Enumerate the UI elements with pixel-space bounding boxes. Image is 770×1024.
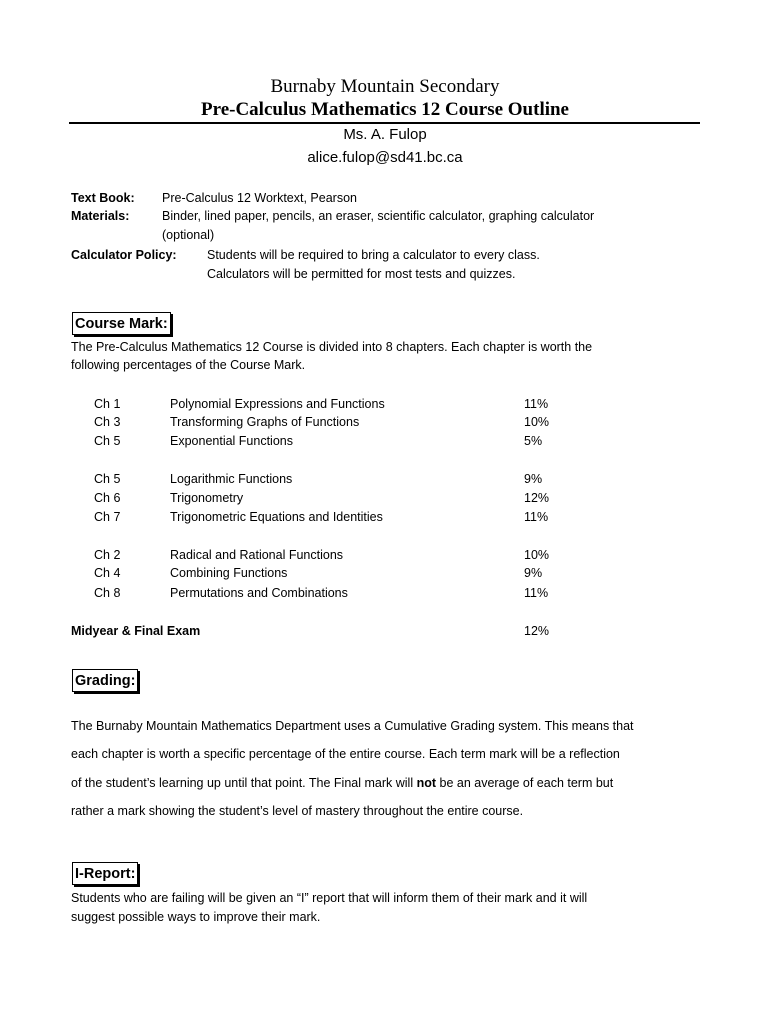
exam-percentage: 12% bbox=[524, 624, 550, 638]
chapter-number: Ch 6 bbox=[94, 491, 121, 505]
textbook-label: Text Book: bbox=[71, 191, 135, 205]
chapter-title: Polynomial Expressions and Functions bbox=[170, 397, 385, 411]
grading-line3-emphasis: not bbox=[416, 776, 437, 790]
ireport-line1: Students who are failing will be given an “I” report that will inform them of their mark and it will bbox=[71, 891, 588, 905]
chapter-number: Ch 5 bbox=[94, 434, 121, 448]
chapter-title: Trigonometric Equations and Identities bbox=[170, 510, 383, 524]
chapter-percentage: 11% bbox=[524, 586, 549, 600]
grading-line3 bbox=[71, 776, 613, 790]
ireport-line2: suggest possible ways to improve their mark. bbox=[71, 910, 321, 924]
exam-label: Midyear & Final Exam bbox=[71, 624, 201, 638]
calculator-policy-label: Calculator Policy: bbox=[71, 248, 177, 262]
grading-line1: The Burnaby Mountain Mathematics Department uses a Cumulative Grading system. This means that bbox=[71, 719, 634, 733]
materials-value-line2: (optional) bbox=[162, 228, 215, 242]
chapter-percentage: 10% bbox=[524, 415, 550, 429]
grading-line2: each chapter is worth a specific percentage of the entire course. Each term mark will be a reflection bbox=[71, 747, 620, 761]
grading-line3-after: be an average of each term but bbox=[436, 776, 614, 790]
chapter-title: Exponential Functions bbox=[170, 434, 293, 448]
materials-label: Materials: bbox=[71, 209, 130, 223]
chapter-percentage: 11% bbox=[524, 510, 549, 524]
grading-line3-before: of the student’s learning up until that point. The Final mark will bbox=[71, 776, 417, 790]
ireport-heading: I-Report: bbox=[72, 862, 138, 885]
chapter-percentage: 5% bbox=[524, 434, 543, 448]
teacher-email[interactable]: alice.fulop@sd41.bc.ca bbox=[307, 149, 463, 166]
materials-value-line1: Binder, lined paper, pencils, an eraser, scientific calculator, graphing calculator bbox=[162, 209, 595, 223]
teacher-name: Ms. A. Fulop bbox=[343, 126, 427, 143]
course-mark-intro-line2: following percentages of the Course Mark. bbox=[71, 358, 306, 372]
chapter-title: Transforming Graphs of Functions bbox=[170, 415, 360, 429]
chapter-number: Ch 4 bbox=[94, 566, 121, 580]
chapter-title: Permutations and Combinations bbox=[170, 586, 348, 600]
calculator-policy-line1: Students will be required to bring a calculator to every class. bbox=[207, 248, 540, 262]
chapter-number: Ch 5 bbox=[94, 472, 121, 486]
course-mark-heading: Course Mark: bbox=[72, 312, 171, 335]
course-mark-intro-line1: The Pre-Calculus Mathematics 12 Course is divided into 8 chapters. Each chapter is worth the bbox=[71, 340, 593, 354]
chapter-title: Trigonometry bbox=[170, 491, 244, 505]
chapter-percentage: 9% bbox=[524, 566, 543, 580]
chapter-percentage: 11% bbox=[524, 397, 549, 411]
chapter-percentage: 10% bbox=[524, 548, 550, 562]
calculator-policy-line2: Calculators will be permitted for most tests and quizzes. bbox=[207, 267, 516, 281]
grading-heading: Grading: bbox=[72, 669, 138, 692]
chapter-title: Radical and Rational Functions bbox=[170, 548, 344, 562]
textbook-value: Pre-Calculus 12 Worktext, Pearson bbox=[162, 191, 357, 205]
grading-line4: rather a mark showing the student’s level of mastery throughout the entire course. bbox=[71, 804, 524, 818]
chapter-percentage: 12% bbox=[524, 491, 550, 505]
chapter-number: Ch 2 bbox=[94, 548, 121, 562]
school-name: Burnaby Mountain Secondary bbox=[270, 76, 500, 97]
title-divider bbox=[69, 122, 700, 124]
document-title: Pre-Calculus Mathematics 12 Course Outline bbox=[201, 99, 569, 120]
chapter-title: Logarithmic Functions bbox=[170, 472, 293, 486]
chapter-number: Ch 8 bbox=[94, 586, 121, 600]
chapter-number: Ch 7 bbox=[94, 510, 121, 524]
chapter-title: Combining Functions bbox=[170, 566, 288, 580]
chapter-number: Ch 1 bbox=[94, 397, 121, 411]
chapter-number: Ch 3 bbox=[94, 415, 121, 429]
chapter-percentage: 9% bbox=[524, 472, 543, 486]
